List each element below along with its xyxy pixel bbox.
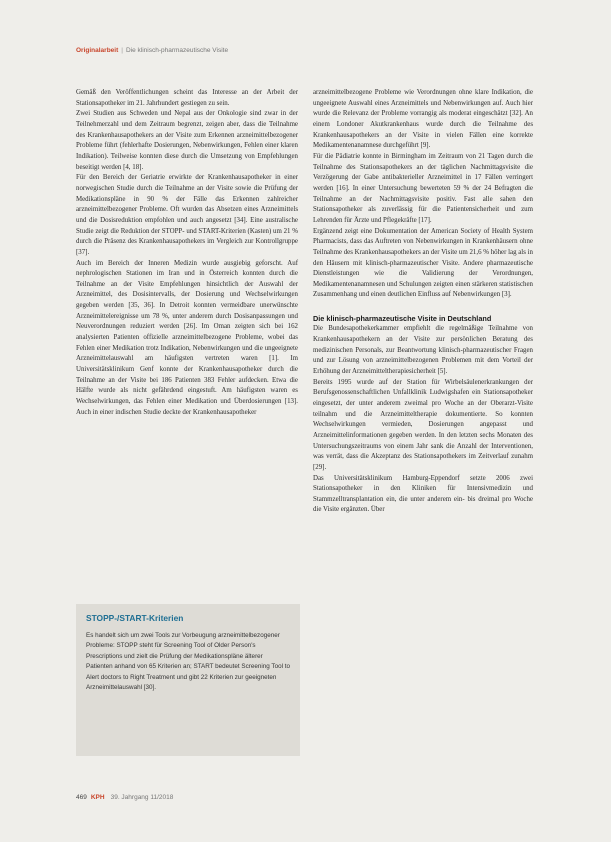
paragraph: Zwei Studien aus Schweden und Nepal aus der Onkologie sind zwar in der Teilnehmerzahl und dem Zeitraum begrenzt, zeigen aber, dass die Teilnahme des Krankenhausapothekers an der Visite zum Erkennen arzneimittelbezogener Probleme führt (fehlerhafte Dosierungen, Nebenwirkungen, Fehlen einer klaren Indikation). Teilweise konnten diese durch die Umsetzung von Empfehlungen beseitigt werden [4, 18]. (76, 110, 298, 171)
paragraph: Auch im Bereich der Inneren Medizin wurde ausgiebig geforscht. Auf nephrologischen Stationen im Iran und in Österreich konnten durch die Teilnahme an der Visite Empfehlungen hinsichtlich der Auswahl der Arzneimittel, des Dosisintervalls, der Dosierung und Wechselwirkungen gegeben werden [35, 36]. In Detroit konnten vermeidbare unerwünschte Arzneimittelereignisse um 78 %, unter anderem durch Dosisanpassungen und Neuverordnungen reduziert werden [26]. Im Oman zeigten sich bei 162 analysierten Patienten offizielle arzneimittelbezogene Probleme, wobei das Fehlen einer Medikation trotz Indikation, Nebenwirkungen und die ungeeignete Arzneimittelauswahl am häufigsten vertreten waren [1]. Im Universitätsklinikum Genf konnte der Krankenhausapotheker durch die Teilnahme an der Visite bei 186 Patienten 383 Fehler aufdecken. Etwa die Hälfte wurde als nicht gefährdend eingestuft. Am häufigsten waren es Wechselwirkungen, das Fehlen einer Medikation und Überdosierungen [13]. Auch in einer indischen Studie deckte der Krankenhausapotheker (76, 259, 298, 416)
paragraph: arzneimittelbezogene Probleme wie Verordnungen ohne klare Indikation, die ungeeignete Auswahl eines Arzneimittels und Nebenwirkungen auf. Auch hier wurde die Relevanz der Probleme vorrangig als moderat eingeschätzt [32]. An einem Londoner Akutkrankenhaus wurde durch die Teilnahme des Krankenhausapothekers an der Visite in vielen Fällen eine korrekte Medikamentenanamnese durchgeführt [9]. (313, 89, 533, 150)
left-column (76, 88, 298, 418)
paragraph: Gemäß den Veröffentlichungen scheint das Interesse an der Arbeit der Stationsapotheker im 21. Jahrhundert gestiegen zu sein. (76, 89, 298, 107)
info-box-title: STOPP-/START-Kriterien (86, 613, 184, 623)
header-separator: | (121, 47, 123, 54)
paragraph: Ergänzend zeigt eine Dokumentation der American Society of Health System Pharmacists, dass das Auftreten von Nebenwirkungen in Krankenhäusern ohne Teilnahme des Krankenhausapothekers an der Visite um 21,6 % höher lag als in den Häusern mit klinisch-pharmazeutischer Visite. Andere pharmazeutische Dienstleistungen wie die Validierung der Verordnungen, Medikamentenanamnesen und Schulungen zeigten einen stärkeren statistischen Zusammenhang und einen deutlichen Einfluss auf Nebenwirkungen [3]. (313, 227, 533, 299)
running-header (76, 47, 228, 54)
paragraph: Bereits 1995 wurde auf der Station für Wirbelsäulenerkrankungen der Berufsgenossenschaftlichen Unfallklinik Ludwigshafen ein Stationsapotheker eingesetzt, der unter anderem zweimal pro Woche an der Oberarzt-Visite teilnahm und die Arzneimitteltherapie dokumentierte. So konnten Wechselwirkungen vermieden, Dosierungen angepasst und Arzneimittelinformationen gegeben werden. In den letzten sechs Monaten des Untersuchungszeitraums von einem Jahr sank die Anzahl der Interventionen, was verrät, dass die Akzeptanz des Stationsapothekers im Zeitverlauf zunahm [29]. (313, 378, 533, 471)
section-heading: Die klinisch-pharmazeutische Visite in Deutschland (313, 314, 492, 324)
paragraph: Für die Pädiatrie konnte in Birmingham im Zeitraum von 21 Tagen durch die Teilnahme des Stationsapothekers an der täglichen Nachmittagsvisite die Verzögerung der Gabe antibakterieller Arzneimittel in 17 Fällen verringert werden [16]. In einer Untersuchung bewerteten 59 % der 24 Befragten die Teilnahme an der Nachmittagsvisite positiv. Fast alle sahen den Stationsapotheker als zuverlässig für die Patientensicherheit und zum Lehrenden für Ärzte und Pflegekräfte [17]. (313, 152, 533, 224)
paragraph: Das Universitätsklinikum Hamburg-Eppendorf setzte 2006 zwei Stationsapotheker in den Kliniken für Intensivmedizin und Stammzelltransplantation ein, die unter anderem ein- bis dreimal pro Woche die Visite ergänzten. Über (313, 474, 533, 514)
header-category: Originalarbeit (76, 47, 119, 54)
info-box (76, 604, 300, 756)
paragraph: Für den Bereich der Geriatrie erwirkte der Krankenhausapotheker in einer norwegischen Studie durch die Teilnahme an der Visite sowie die Prüfung der Medikationspläne in 90 % der Fälle das Erkennen zahlreicher arzneimittelbezogener Probleme. Oft wurden das Absetzen eines Arzneimittels und die Dosisreduktion empfohlen und auch angesetzt [34]. Eine australische Studie zeigt die Reduktion der STOPP- und START-Kriterien (Kasten) um 21 % durch die Präsenz des Krankenhausapothekers im Vergleich zur Kontrollgruppe [37]. (76, 174, 298, 256)
header-subtitle: Die klinisch-pharmazeutische Visite (125, 47, 229, 54)
page-number: 469 (76, 794, 87, 801)
journal-name: KPH (90, 794, 105, 801)
journal-volume: 39. Jahrgang 11/2018 (110, 794, 174, 801)
right-column (313, 88, 533, 516)
paragraph: Die Bundesapothekerkammer empfiehlt die regelmäßige Teilnahme von Krankenhausapothekern an der Visite zur persönlichen Beratung des medizinischen Personals, zur Beantwortung klinisch-pharmazeutischer Fragen und zur Lösung von arzneimittelbezogenen Problemen mit dem Vorteil der Erhöhung der Arzneimitteltherapiesicherheit [5]. (313, 325, 533, 375)
info-box-text: Es handelt sich um zwei Tools zur Vorbeugung arzneimittelbezogener Probleme: STOPP steht für Screening Tool of Older Person's Prescriptions und zielt die Prüfung der Medikationspläne älterer Patienten anhand von 65 Kriterien an; START bedeutet Screening Tool to Alert doctors to Right Treatment und gibt 22 Kriterien zur geeigneten Arzneimittelauswahl [30]. (86, 632, 290, 692)
page-footer (76, 794, 173, 801)
